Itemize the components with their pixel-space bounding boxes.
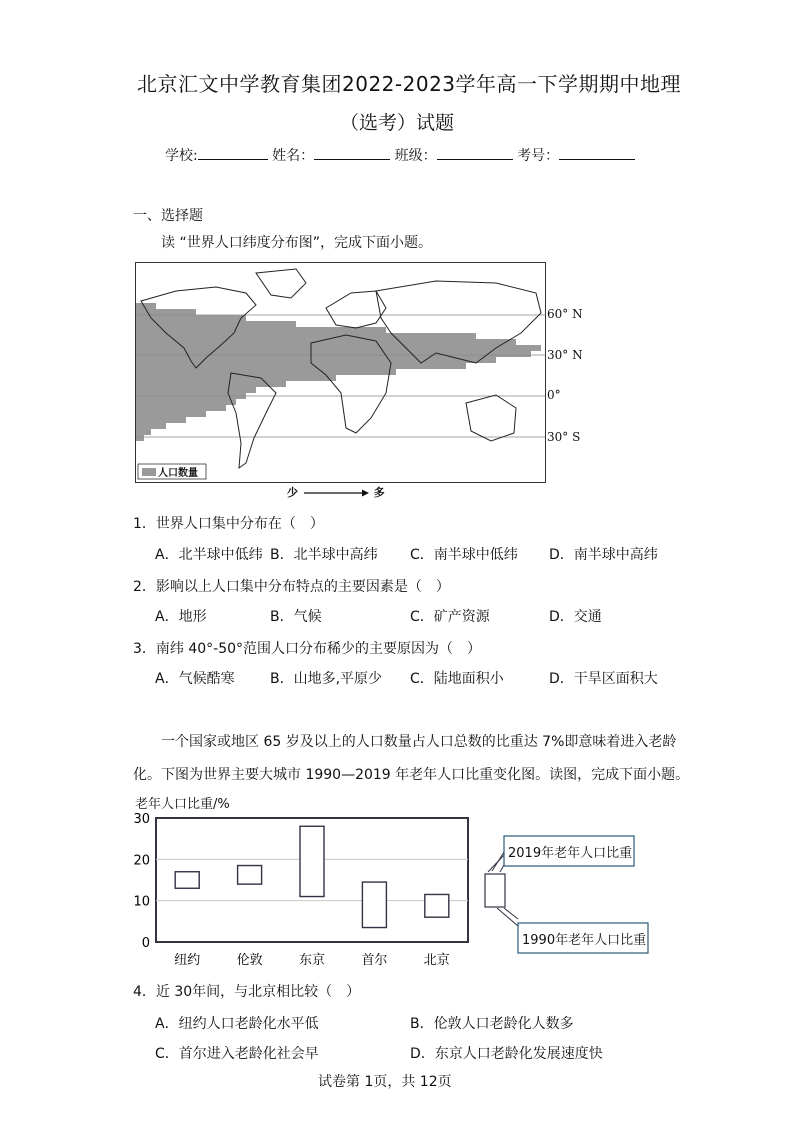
q1-option-a[interactable]: A．北半球中低纬 <box>155 547 263 563</box>
lat-label-equator: 0° <box>547 388 561 402</box>
world-population-map <box>135 262 546 483</box>
q3-option-b[interactable]: B．山地多,平原少 <box>270 671 383 687</box>
class-field[interactable] <box>437 145 513 160</box>
lat-label-60n: 60° N <box>547 307 583 321</box>
y-tick-label: 30 <box>133 812 150 827</box>
lat-label-30s: 30° S <box>547 430 581 444</box>
passage-line-1: 一个国家或地区 65 岁及以上的人口数量占人口总数的比重达 7%即意味着进入老龄 <box>161 734 677 750</box>
y-tick-label: 0 <box>141 936 150 951</box>
x-tick-label: 首尔 <box>361 953 388 968</box>
question-2-stem: 2．影响以上人口集中分布特点的主要因素是（ ） <box>133 579 450 595</box>
population-histogram <box>136 303 541 441</box>
q1-option-b[interactable]: B．北半球中高纬 <box>270 547 378 563</box>
q4-option-d[interactable]: D．东京人口老龄化发展速度快 <box>410 1046 603 1062</box>
greenland-outline <box>256 269 306 298</box>
q2-option-d[interactable]: D．交通 <box>549 609 602 625</box>
exam-number-label: 考号： <box>517 148 560 164</box>
bar-1 <box>238 866 262 885</box>
page-footer: 试卷第 1页，共 12页 <box>318 1074 452 1090</box>
australia-outline <box>466 395 516 441</box>
x-tick-label: 东京 <box>298 953 326 968</box>
page-title: 北京汇文中学教育集团2022-2023学年高一下学期期中地理 <box>137 72 682 96</box>
school-label: 学校: <box>165 148 198 164</box>
legend-top-label: 2019年老年人口比重 <box>508 846 633 861</box>
q4-option-c[interactable]: C．首尔进入老龄化社会早 <box>155 1046 319 1062</box>
population-scale <box>287 484 385 500</box>
page-subtitle: （选考）试题 <box>340 112 455 134</box>
scale-low-label: 少 <box>287 486 298 499</box>
section-heading: 一、选择题 <box>133 208 203 224</box>
bar-3 <box>362 882 386 927</box>
exam-number-field[interactable] <box>559 145 635 160</box>
x-tick-label: 北京 <box>423 953 450 968</box>
q3-option-c[interactable]: C．陆地面积小 <box>410 671 504 687</box>
question-3-stem: 3．南纬 40°-50°范围人口分布稀少的主要原因为（ ） <box>133 641 482 657</box>
legend-sample-bar <box>485 874 505 907</box>
q2-option-c[interactable]: C．矿产资源 <box>410 609 490 625</box>
lat-label-30n: 30° N <box>547 348 583 362</box>
scale-high-label: 多 <box>373 486 385 499</box>
q3-option-a[interactable]: A．气候酷寒 <box>155 671 235 687</box>
legend-bottom-label: 1990年老年人口比重 <box>522 933 647 948</box>
x-tick-label: 伦敦 <box>236 953 263 968</box>
q1-option-d[interactable]: D．南半球中高纬 <box>549 547 658 563</box>
passage-line-2: 化。下图为世界主要大城市 1990—2019 年老年人口比重变化图。读图，完成下面小题。 <box>133 767 690 783</box>
q2-option-b[interactable]: B．气候 <box>270 609 322 625</box>
student-info-line <box>165 145 635 165</box>
aging-chart <box>130 808 670 973</box>
y-tick-label: 20 <box>133 853 150 869</box>
question-4-stem: 4．近 30年间，与北京相比较（ ） <box>133 984 361 1000</box>
legend-label: 人口数量 <box>158 468 198 479</box>
name-label: 姓名： <box>272 148 315 164</box>
q2-option-a[interactable]: A．地形 <box>155 609 207 625</box>
x-tick-label: 纽约 <box>174 953 201 968</box>
world-map-graphic <box>136 263 545 482</box>
y-tick-label: 10 <box>133 894 150 910</box>
q3-option-d[interactable]: D．干旱区面积大 <box>549 671 658 687</box>
bar-4 <box>425 894 449 917</box>
q4-option-a[interactable]: A．纽约人口老龄化水平低 <box>155 1016 319 1032</box>
name-field[interactable] <box>314 145 390 160</box>
legend-swatch <box>142 468 156 476</box>
q4-option-b[interactable]: B．伦敦人口老龄化人数多 <box>410 1016 574 1032</box>
school-field[interactable] <box>198 145 268 160</box>
chart-ylabel: 老年人口比重/% <box>135 797 230 812</box>
question-1-stem: 1．世界人口集中分布在（ ） <box>133 516 324 532</box>
q1-option-c[interactable]: C．南半球中低纬 <box>410 547 518 563</box>
section-intro: 读 “世界人口纬度分布图”，完成下面小题。 <box>161 235 432 251</box>
bar-2 <box>300 826 324 896</box>
scale-arrow-icon <box>302 488 370 498</box>
bar-0 <box>175 872 199 889</box>
class-label: 班级： <box>394 148 437 164</box>
